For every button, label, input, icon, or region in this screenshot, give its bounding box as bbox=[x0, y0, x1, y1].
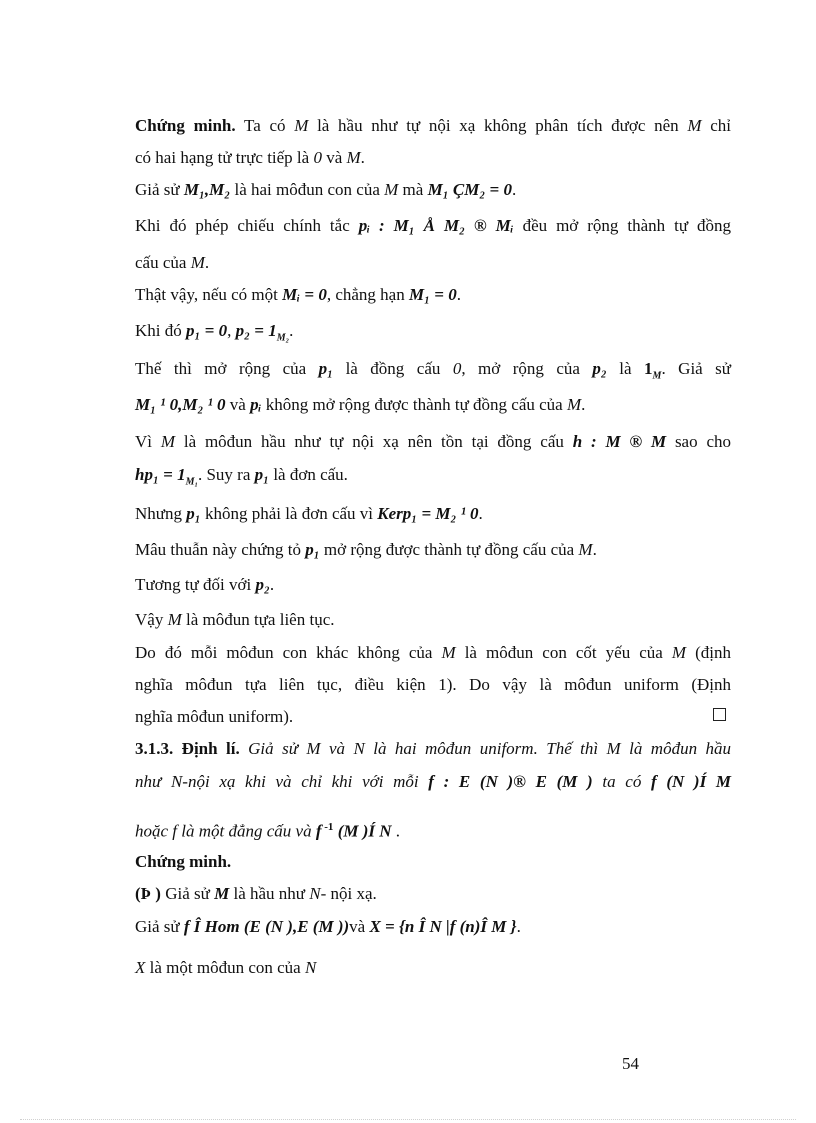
text-run: . bbox=[360, 148, 365, 167]
text-run: Thật vậy, nếu có một bbox=[135, 285, 283, 304]
proof-heading: Chứng minh. bbox=[135, 852, 232, 871]
math-symbol: M bbox=[441, 643, 456, 662]
math-subscript: M bbox=[652, 370, 662, 382]
text-run: là môđun hầu như tự nội xạ nên tồn tại đồng cấu bbox=[175, 432, 573, 451]
text-line bbox=[135, 737, 731, 761]
math-symbol: (Þ ) bbox=[135, 884, 161, 903]
text-run: và bbox=[349, 917, 370, 936]
text-run: . bbox=[456, 285, 461, 304]
text-run: . Giả sử bbox=[661, 359, 732, 378]
math-expression: M₁ ÇM₂ = 0 bbox=[427, 180, 512, 199]
math-expression: M₁,M₂ bbox=[183, 180, 231, 199]
text-run: Vì bbox=[135, 432, 161, 451]
text-run: . bbox=[478, 504, 483, 523]
text-line bbox=[135, 178, 731, 202]
text-run: là hầu như tự nội xạ không phân tích được nên bbox=[308, 116, 688, 135]
text-run: mở rộng được thành tự đồng cấu của bbox=[319, 540, 579, 559]
math-expression: p₂ = 1 bbox=[235, 321, 277, 340]
math-expression: M₁ ¹ 0,M₂ ¹ 0 bbox=[135, 395, 226, 414]
page-number: 54 bbox=[622, 1054, 639, 1073]
text-line bbox=[135, 357, 731, 388]
theorem-text: như N-nội xạ khi và chỉ khi với mỗi bbox=[135, 772, 429, 791]
math-symbol: 0 bbox=[452, 359, 462, 378]
text-run: chỉ bbox=[701, 116, 731, 135]
math-symbol: p₁ bbox=[254, 465, 270, 484]
math-symbol: M bbox=[294, 116, 309, 135]
text-run: Khi đó phép chiếu chính tắc bbox=[135, 216, 359, 235]
text-run: đều mở rộng thành tự đồng bbox=[513, 216, 732, 235]
text-run: và bbox=[321, 148, 347, 167]
math-symbol: M bbox=[687, 116, 702, 135]
text-run: . bbox=[289, 321, 294, 340]
math-symbol: M bbox=[384, 180, 399, 199]
math-symbol: N bbox=[304, 958, 317, 977]
text-run: Khi đó bbox=[135, 321, 186, 340]
math-expression: f (N )Í M bbox=[650, 772, 731, 791]
math-symbol: M bbox=[190, 253, 205, 272]
math-symbol: pᵢ bbox=[250, 395, 262, 414]
text-run: . bbox=[269, 575, 275, 594]
math-symbol: 0 bbox=[313, 148, 322, 167]
text-run: (định bbox=[686, 643, 731, 662]
text-run: là hầu như bbox=[229, 884, 310, 903]
text-line bbox=[135, 502, 731, 526]
text-line bbox=[135, 463, 731, 494]
text-run: là đồng cấu bbox=[333, 359, 453, 378]
text-line bbox=[135, 608, 731, 632]
theorem-text: ta có bbox=[602, 772, 651, 791]
text-line bbox=[135, 641, 731, 665]
text-run: mà bbox=[398, 180, 428, 199]
text-run: . bbox=[516, 917, 521, 936]
math-superscript: -1 bbox=[321, 821, 334, 833]
page-bottom-border bbox=[20, 1119, 796, 1120]
text-line bbox=[135, 882, 731, 906]
math-symbol: M bbox=[214, 884, 230, 903]
theorem-text: hoặc f là một đẳng cấu và bbox=[135, 821, 316, 841]
text-line bbox=[135, 815, 731, 844]
math-symbol: N bbox=[309, 884, 321, 903]
text-run: . Suy ra bbox=[197, 465, 255, 484]
math-symbol: X bbox=[135, 958, 146, 977]
math-expression: h : M ® M bbox=[572, 432, 667, 451]
theorem-text: Giả sử M và N là hai môđun uniform. Thế thì M là môđun hầu bbox=[239, 739, 731, 758]
math-symbol: p₂ bbox=[255, 575, 270, 594]
text-line bbox=[135, 770, 731, 794]
text-line bbox=[135, 114, 731, 138]
math-expression: hp₁ = 1 bbox=[135, 465, 186, 484]
math-symbol: p₁ bbox=[318, 359, 334, 378]
text-run: nghĩa môđun uniform). bbox=[135, 707, 294, 726]
text-run: Thế thì mở rộng của bbox=[135, 359, 319, 378]
text-run: sao cho bbox=[666, 432, 731, 451]
math-symbol: M bbox=[167, 610, 182, 629]
text-run: Nhưng bbox=[135, 504, 187, 523]
text-line bbox=[135, 393, 731, 417]
text-run: Giả sử bbox=[160, 884, 215, 903]
theorem-heading: 3.1.3. Định lí. bbox=[135, 739, 240, 758]
math-expression: Mᵢ = 0 bbox=[282, 285, 327, 304]
text-run: là bbox=[606, 359, 645, 378]
math-symbol: p₂ bbox=[592, 359, 607, 378]
math-symbol: f bbox=[315, 821, 322, 841]
math-symbol: M bbox=[566, 395, 582, 414]
text-run: có hai hạng tử trực tiếp là bbox=[135, 148, 314, 167]
text-line bbox=[135, 251, 731, 275]
text-run: cấu của bbox=[135, 253, 191, 272]
math-symbol: p₁ bbox=[186, 504, 201, 523]
text-run: , chẳng hạn bbox=[326, 285, 409, 304]
text-run: . bbox=[592, 540, 597, 559]
math-expression: pᵢ : M₁ Å M₂ ® Mᵢ bbox=[358, 216, 514, 235]
text-run: Do đó mỗi môđun con khác không của bbox=[135, 643, 442, 662]
qed-box-icon bbox=[713, 708, 726, 721]
text-run: là một môđun con của bbox=[145, 958, 305, 977]
text-run: không phải là đơn cấu vì bbox=[200, 504, 378, 523]
text-run: Giả sử bbox=[135, 917, 184, 936]
text-line bbox=[135, 956, 731, 980]
text-line bbox=[135, 915, 731, 939]
text-line bbox=[135, 538, 731, 562]
text-line bbox=[135, 146, 731, 170]
text-run: - nội xạ. bbox=[320, 884, 377, 903]
text-run: nghĩa môđun tựa liên tục, điều kiện 1). Do vậy là môđun uniform (Định bbox=[135, 675, 731, 694]
text-run: . bbox=[511, 180, 517, 199]
math-expression: (M )Í N bbox=[333, 821, 396, 841]
math-symbol: p₁ bbox=[305, 540, 320, 559]
text-run: Tương tự đối với bbox=[135, 575, 256, 594]
math-symbol: M bbox=[346, 148, 361, 167]
text-run: Vậy bbox=[135, 610, 168, 629]
text-run: . bbox=[395, 821, 401, 841]
text-run: Mâu thuẫn này chứng tỏ bbox=[135, 540, 306, 559]
proof-heading: Chứng minh. bbox=[135, 116, 236, 135]
text-run: và bbox=[225, 395, 251, 414]
text-line bbox=[135, 850, 731, 874]
text-run: là môđun tựa liên tục. bbox=[181, 610, 335, 629]
math-expression: Kerp₁ = M₂ ¹ 0 bbox=[377, 504, 479, 523]
math-expression: X = {n Î N |f (n)Î M } bbox=[369, 917, 517, 936]
text-line bbox=[135, 573, 731, 597]
math-expression: f : E (N )® E (M ) bbox=[428, 772, 603, 791]
text-run: . bbox=[581, 395, 586, 414]
text-line bbox=[135, 705, 731, 729]
text-line bbox=[135, 214, 731, 238]
text-run: , mở rộng của bbox=[461, 359, 593, 378]
text-line bbox=[135, 673, 731, 697]
text-run: Ta có bbox=[235, 116, 295, 135]
math-symbol: M bbox=[160, 432, 176, 451]
math-expression: f Î Hom (E (N ),E (M )) bbox=[183, 917, 350, 936]
math-expression: p₁ = 0 bbox=[186, 321, 228, 340]
math-subscript: M₁ bbox=[185, 476, 198, 488]
text-run: không mở rộng được thành tự đồng cấu của bbox=[261, 395, 567, 414]
text-run: . bbox=[204, 253, 210, 272]
math-symbol: M bbox=[671, 643, 687, 662]
math-subscript: M₂ bbox=[276, 332, 290, 344]
text-run: , bbox=[227, 321, 236, 340]
text-line bbox=[135, 283, 731, 307]
text-line bbox=[135, 319, 731, 350]
text-line bbox=[135, 430, 731, 454]
text-run: Giả sử bbox=[135, 180, 184, 199]
math-symbol: 1 bbox=[644, 359, 653, 378]
math-symbol: M bbox=[578, 540, 593, 559]
math-expression: M₁ = 0 bbox=[408, 285, 457, 304]
text-run: là hai môđun con của bbox=[230, 180, 385, 199]
text-run: là môđun con cốt yếu của bbox=[455, 643, 672, 662]
text-run: là đơn cấu. bbox=[269, 465, 348, 484]
